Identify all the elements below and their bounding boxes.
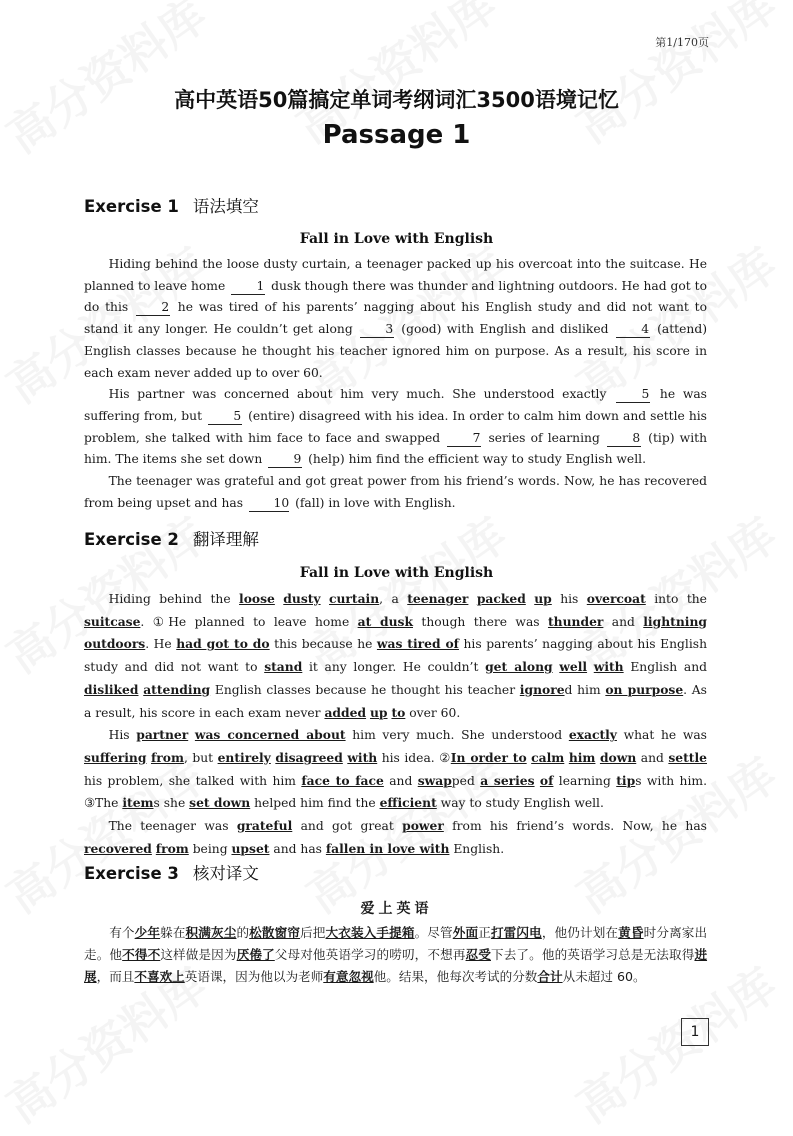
page-number: 1	[681, 1018, 709, 1046]
exercise3-translation: 有个少年躲在积满灰尘的松散窗帘后把大衣装入手提箱。尽管外面正打雷闪电，他仍计划在黄昏时分离家出走。他不得不这样做是因为厌倦了父母对他英语学习的唠叨，不想再忍受下去了。他的英语学习总是无法取得进展，而且不喜欢上英语课，因为他以为老师有意忽视他。结果，他每次考试的分数合计从未超过 60。	[84, 925, 708, 984]
blank-7[interactable]: 7	[447, 431, 481, 447]
exercise3-heading	[84, 860, 259, 884]
exercise1-subtitle: Fall in Love with English	[299, 231, 494, 247]
exercise2-name: 翻译理解	[192, 530, 259, 549]
blank-9[interactable]: 9	[268, 452, 302, 468]
exercise2-label: Exercise 2	[84, 530, 179, 549]
exercise1-label: Exercise 1	[84, 197, 179, 216]
blank-6[interactable]: 5	[208, 409, 242, 425]
exercise1-name: 语法填空	[192, 197, 259, 216]
blank-10[interactable]: 10	[249, 496, 289, 512]
blank-5[interactable]: 5	[616, 387, 650, 403]
exercise2-heading	[84, 526, 259, 550]
exercise3-name: 核对译文	[192, 864, 259, 883]
exercise3-subtitle: 爱上英语	[360, 901, 433, 917]
exercise2-subtitle: Fall in Love with English	[299, 565, 494, 581]
blank-4[interactable]: 4	[616, 322, 650, 338]
exercise3-label: Exercise 3	[84, 864, 179, 883]
exercise1-heading	[84, 193, 259, 217]
passage-title: Passage 1	[322, 120, 471, 150]
exercise1-passage: Hiding behind the loose dusty curtain, a teenager packed up his overcoat into the suitcase. He planned to leave home 1 dusk though there was thunder and lightning outdoors. He had got to do this 2 he was tired of his parents’ nagging about his English study and did not want to stand it any longer. He couldn’t get along 3 (good) with English and disliked 4 (attend) English classes because he thought his teacher ignored him on purpose. As a result, his score in each exam never added up to over 60. His partner was concerned about him very much. She understood exactly 5 he was suffering from, but 5 (entire) disagreed with his idea. In order to calm him down and settle his problem, she talked with him face to face and swapped 7 series of learning 8 (tip) with him. The items she set down 9 (help) him find the efficient way to study English well. The teenager was grateful and got great power from his friend’s words. Now, he has recovered from being upset and has 10 (fall) in love with English.	[84, 257, 708, 510]
page-indicator: 第1/170页	[655, 36, 709, 49]
blank-1[interactable]: 1	[231, 279, 265, 295]
exercise2-passage: Hiding behind the loose dusty curtain, a teenager packed up his overcoat into the suitcase. ①He planned to leave home at dusk though there was thunder and lightning outdoors. He had got to do this because he was tired of his parents’ nagging about his English study and did not want to stand it any longer. He couldn’t get along well with English and disliked attending English classes because he thought his teacher ignored him on purpose. As a result, his score in each exam never added up to over 60. His partner was concerned about him very much. She understood exactly what he was suffering from, but entirely disagreed with his idea. ②In order to calm him down and settle his problem, she talked with him face to face and swapped a series of learning tips with him. ③The items she set down helped him find the efficient way to study English well. The teenager was grateful and got great power from his friend’s words. Now, he has recovered from being upset and has fallen in love with English.	[84, 591, 707, 856]
blank-2[interactable]: 2	[136, 300, 170, 316]
blank-8[interactable]: 8	[607, 431, 641, 447]
document-title: 高中英语50篇搞定单词考纲词汇3500语境记忆	[174, 88, 619, 112]
blank-3[interactable]: 3	[360, 322, 394, 338]
